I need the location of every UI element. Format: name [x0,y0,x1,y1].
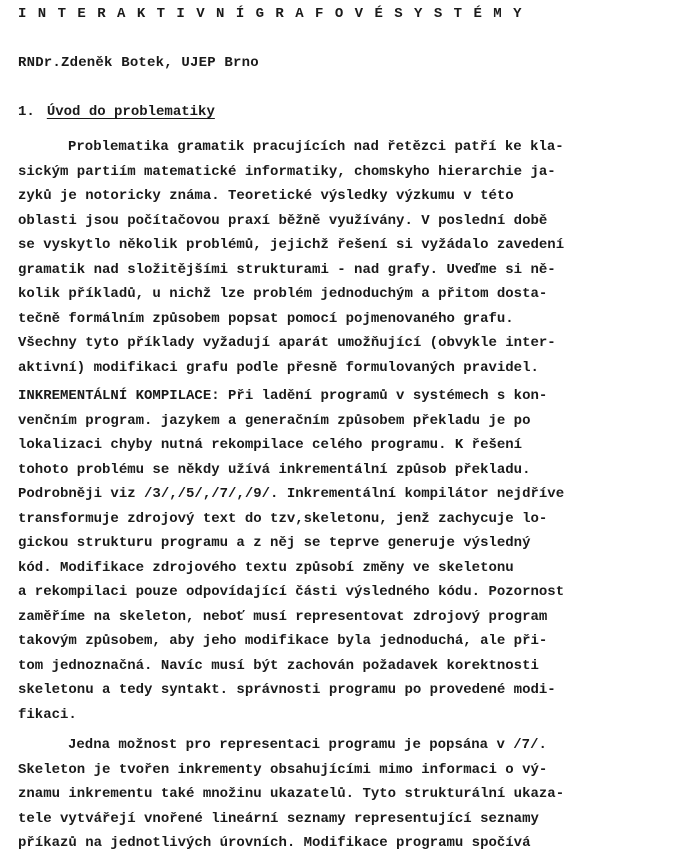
text-line: fikaci. [18,706,77,723]
text-line: Jedna možnost pro representaci programu je popsána v /7/. [68,737,547,753]
text-line: INKREMENTÁLNÍ KOMPILACE: Při ladění programů v systémech s kon- [18,388,548,404]
text-line: se vyskytlo několik problémů, jejichž řešení si vyžádalo zavedení [18,237,565,253]
paragraph-incremental-compilation [18,384,682,727]
text-line: gramatik nad složitějšími strukturami - nad grafy. Uveďme si ně- [18,261,556,278]
section-heading [18,104,215,120]
paragraph-representation [18,733,682,856]
section-number: 1. [18,104,35,120]
text-line: kolik příkladů, u nichž lze problém jednoduchým a přitom dosta- [18,286,548,302]
text-line: příkazů na jednotlivých úrovních. Modifikace programu spočívá [18,835,531,851]
text-line: zaměříme na skeleton, neboť musí representovat zdrojový program [18,608,548,625]
text-line: tohoto problému se někdy užívá inkrementální způsob překladu. [18,461,531,478]
text-line: Všechny tyto příklady vyžadují aparát umožňující (obvykle inter- [18,335,556,351]
text-line: transformuje zdrojový text do tzv,skeletonu, jenž zachycuje lo- [18,510,548,527]
text-line: takovým způsobem, aby jeho modifikace byla jednoduchá, ale při- [18,633,548,649]
section-title: Úvod do problematiky [46,104,215,120]
text-line: zyků je notoricky známa. Teoretické výsledky výzkumu v této [18,188,514,204]
paragraph-introduction [18,135,682,380]
text-line: Podrobněji viz /3/,/5/,/7/,/9/. Inkrementální kompilátor nejdříve [18,486,565,502]
text-line: Skeleton je tvořen inkrementy obsahujícími mimo informaci o vý- [18,761,548,778]
text-line: oblasti jsou počítačovou praxí běžně využívány. V poslední době [18,212,548,229]
text-line: znamu inkrementu také množinu ukazatelů. Tyto strukturální ukaza- [18,786,565,802]
text-line: kód. Modifikace zdrojového textu způsobí změny ve skeletonu [18,559,514,576]
text-line: lokalizaci chyby nutná rekompilace celého programu. K řešení [18,437,523,453]
text-line: aktivní) modifikaci grafu podle přesně formulovaných pravidel. [18,359,539,376]
text-line: gickou strukturu programu a z něj se teprve generuje výsledný [18,535,531,551]
text-line: tečně formálním způsobem popsat pomocí pojmenovaného grafu. [18,310,514,327]
text-line: tele vytvářejí vnořené lineární seznamy representující seznamy [18,810,539,827]
document-title: I N T E R A K T I V N Í G R A F O V É S Y S T É M Y [18,6,522,22]
author-line: RNDr.Zdeněk Botek, UJEP Brno [18,55,259,71]
text-line: a rekompilaci pouze odpovídající části výsledného kódu. Pozornost [18,584,565,600]
text-line: sickým partiím matematické informatiky, chomskyho hierarchie ja- [18,163,556,180]
text-line: venčním program. jazykem a generačním způsobem překladu je po [18,412,531,429]
text-line: tom jednoznačná. Navíc musí být zachován požadavek korektnosti [18,657,539,674]
text-line: Problematika gramatik pracujících nad řetězci patří ke kla- [68,139,564,155]
text-line: skeletonu a tedy syntakt. správnosti programu po provedené modi- [18,682,556,698]
